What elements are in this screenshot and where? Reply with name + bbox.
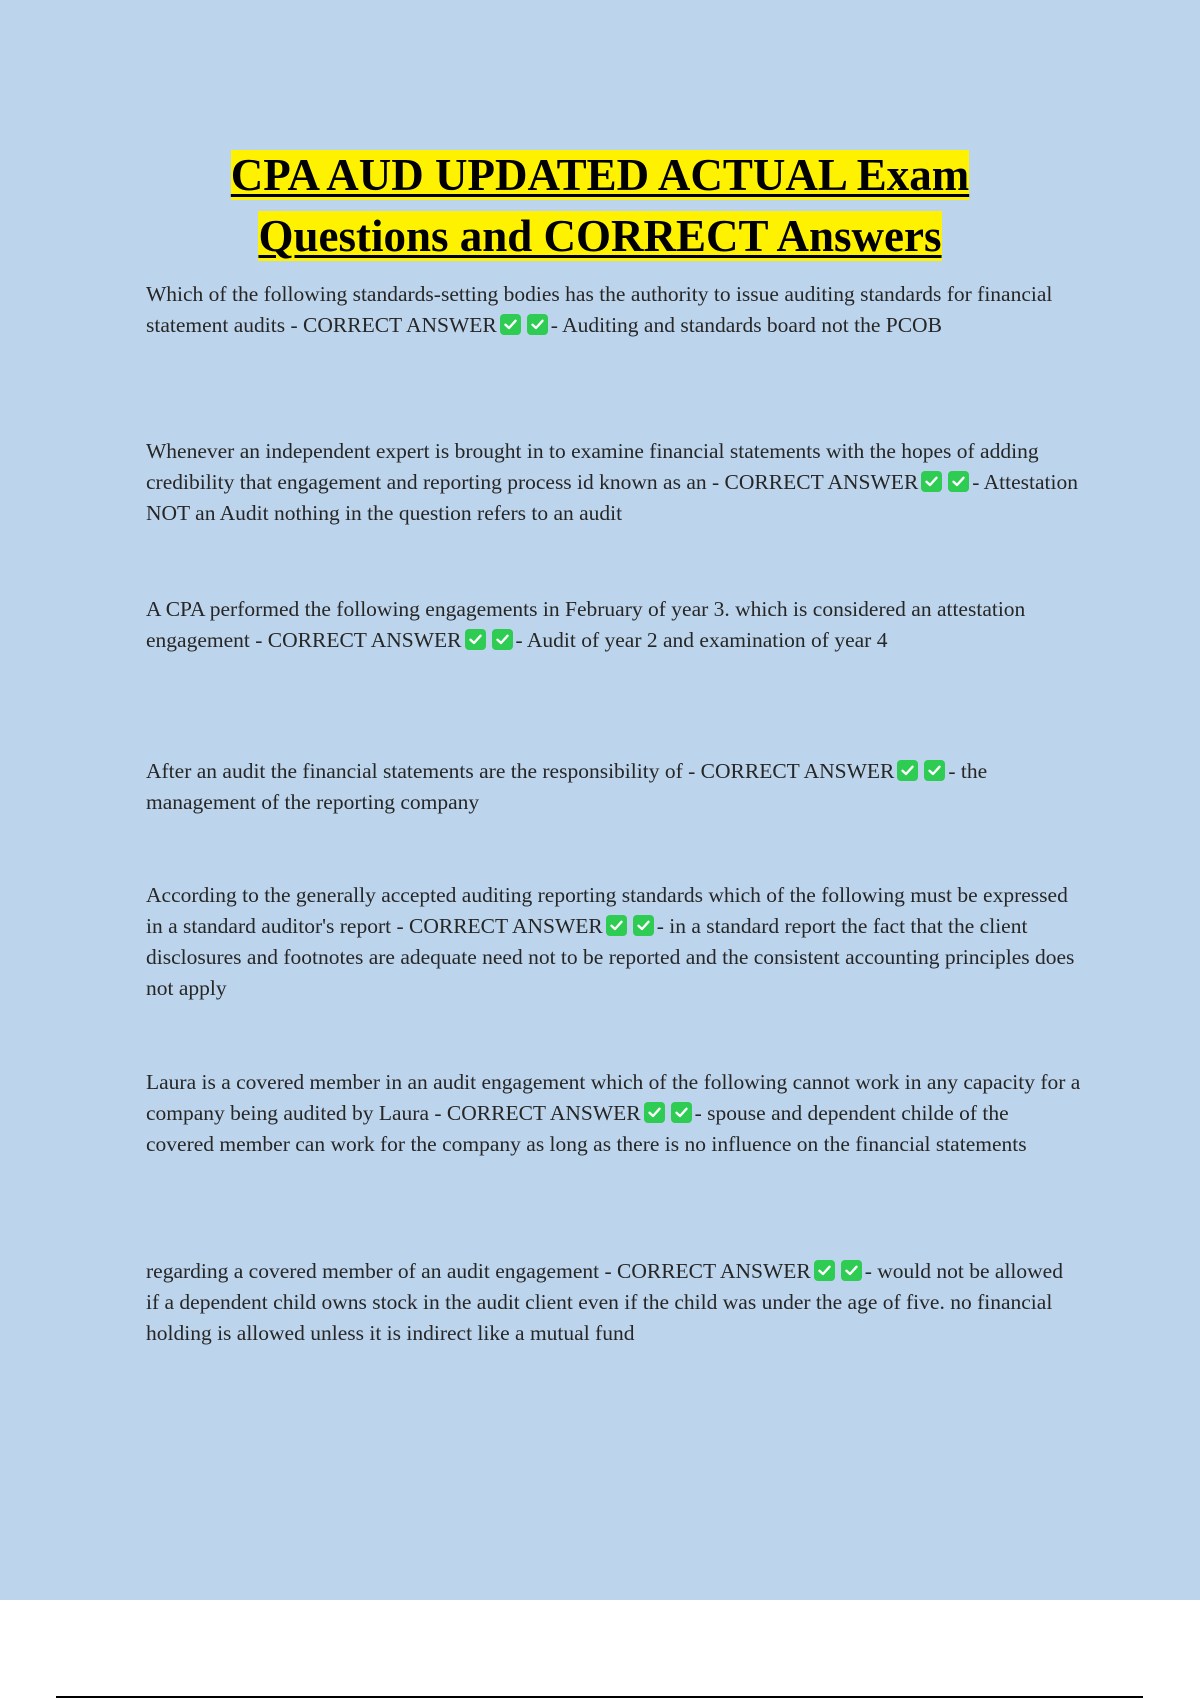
qa-item-1	[146, 279, 1081, 341]
qa-item-5	[146, 880, 1081, 1004]
check-mark-icon	[606, 915, 627, 936]
answer-text: - Attestation NOT an Audit nothing in the question refers to an audit	[146, 470, 1078, 525]
correct-answer-marker: - CORRECT ANSWER	[396, 914, 603, 938]
check-mark-icon	[500, 314, 521, 335]
qa-item-7	[146, 1256, 1081, 1349]
qa-item-6	[146, 1067, 1081, 1160]
check-mark-icon	[633, 915, 654, 936]
check-mark-icon	[465, 629, 486, 650]
check-mark-icon	[897, 760, 918, 781]
answer-text: - the management of the reporting company	[146, 759, 988, 814]
check-mark-icon	[948, 471, 969, 492]
title-line-2: Questions and CORRECT Answers	[258, 211, 942, 261]
question-text: After an audit the financial statements are the responsibility of	[146, 759, 683, 783]
correct-answer-marker: - CORRECT ANSWER	[712, 470, 919, 494]
question-text: Which of the following standards-setting bodies has the authority to issue auditing standards for financial statement audits	[146, 282, 1053, 337]
question-text: Whenever an independent expert is brought in to examine financial statements with the hopes of adding credibility that engagement and reporting process id known as an	[146, 439, 1039, 494]
answer-text: - in a standard report the fact that the client disclosures and footnotes are adequate need not to be reported and the consistent accounting principles does not apply	[146, 914, 1075, 1000]
title-line-1: CPA AUD UPDATED ACTUAL Exam	[230, 150, 970, 200]
correct-answer-marker: - CORRECT ANSWER	[434, 1101, 641, 1125]
question-text: A CPA performed the following engagements in February of year 3. which is considered an attestation engagement	[146, 597, 1026, 652]
footer-divider	[56, 1696, 1143, 1698]
question-text: regarding a covered member of an audit engagement	[146, 1259, 600, 1283]
check-mark-icon	[671, 1102, 692, 1123]
answer-text: - would not be allowed if a dependent child owns stock in the audit client even if the child was under the age of five. no financial holding is allowed unless it is indirect like a mutual fund	[146, 1259, 1063, 1345]
question-text: According to the generally accepted auditing reporting standards which of the following must be expressed in a standard auditor's report	[146, 883, 1068, 938]
check-mark-icon	[921, 471, 942, 492]
check-mark-icon	[814, 1260, 835, 1281]
check-mark-icon	[841, 1260, 862, 1281]
correct-answer-marker: - CORRECT ANSWER	[688, 759, 895, 783]
qa-item-2	[146, 436, 1081, 529]
check-mark-icon	[644, 1102, 665, 1123]
document-title	[0, 145, 1200, 267]
answer-text: - spouse and dependent childe of the covered member can work for the company as long as there is no influence on the financial statements	[146, 1101, 1027, 1156]
correct-answer-marker: - CORRECT ANSWER	[255, 628, 462, 652]
check-mark-icon	[527, 314, 548, 335]
check-mark-icon	[924, 760, 945, 781]
qa-item-4	[146, 756, 1081, 818]
correct-answer-marker: - CORRECT ANSWER	[604, 1259, 811, 1283]
correct-answer-marker: - CORRECT ANSWER	[290, 313, 497, 337]
qa-item-3	[146, 594, 1081, 656]
question-text: Laura is a covered member in an audit engagement which of the following cannot work in any capacity for a company being audited by Laura	[146, 1070, 1081, 1125]
answer-text: - Auditing and standards board not the PCOB	[550, 313, 942, 337]
check-mark-icon	[492, 629, 513, 650]
answer-text: - Audit of year 2 and examination of year 4	[515, 628, 888, 652]
